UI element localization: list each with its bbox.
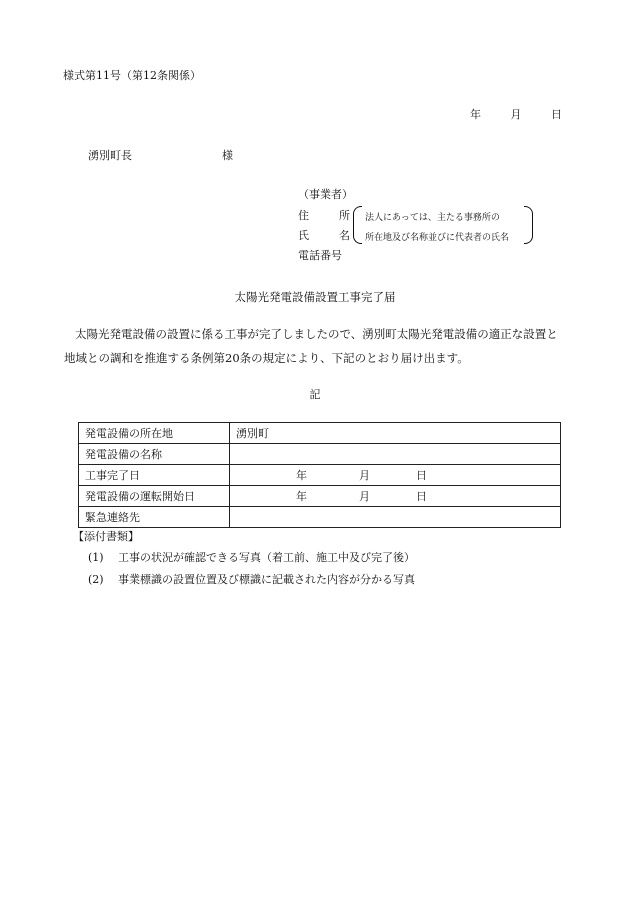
name-label: 氏 名 — [298, 229, 350, 242]
table-label: 発電設備の名称 — [79, 444, 230, 465]
applicant-header: （事業者） — [298, 188, 353, 201]
year-label: 年 — [296, 469, 307, 482]
note-bracket-right — [524, 206, 533, 244]
attachment-item — [88, 571, 415, 587]
month-label: 月 — [359, 490, 370, 503]
year-label: 年 — [296, 490, 307, 503]
month-label: 月 — [359, 469, 370, 482]
document-title: 太陽光発電設備設置工事完了届 — [234, 290, 396, 304]
table-value-start-date — [230, 486, 561, 507]
table-value-name — [230, 444, 561, 465]
table-label: 工事完了日 — [79, 465, 230, 486]
body-paragraph: 太陽光発電設備の設置に係る工事が完了しましたので、湧別町太陽光発電設備の適正な設置と地域との調和を推進する条例第20条の規定により、下記のとおり届け出ます。 — [64, 327, 558, 365]
attachment-text: 工事の状況が確認できる写真（着工前、施工中及び完了後） — [118, 551, 415, 564]
form-number: 様式第11号（第12条関係） — [63, 69, 201, 82]
table-value-location: 湧別町 — [230, 423, 561, 444]
note-line-1: 法人にあっては、主たる事務所の — [365, 213, 500, 223]
table-label: 発電設備の運転開始日 — [79, 486, 230, 507]
table-row — [79, 507, 561, 528]
attachments-header: 【添付書類】 — [73, 530, 139, 543]
addressee-suffix: 様 — [222, 149, 233, 162]
table-value-completion-date — [230, 465, 561, 486]
ki-heading: 記 — [309, 388, 321, 401]
day-label: 日 — [416, 490, 427, 503]
table-row — [79, 486, 561, 507]
date-month-label: 月 — [510, 108, 522, 121]
date-year-label: 年 — [470, 108, 481, 121]
attachment-item — [88, 549, 415, 565]
addressee-name: 湧別町長 — [88, 149, 132, 162]
date-day-label: 日 — [551, 108, 562, 121]
table-label: 緊急連絡先 — [79, 507, 230, 528]
date-line — [470, 106, 562, 122]
attachment-text: 事業標識の設置位置及び標識に記載された内容が分かる写真 — [118, 573, 415, 586]
attachment-number: (2) — [88, 573, 104, 586]
day-label: 日 — [416, 469, 427, 482]
info-table — [78, 422, 561, 528]
address-label: 住 所 — [298, 209, 350, 222]
table-label: 発電設備の所在地 — [79, 423, 230, 444]
table-row — [79, 423, 561, 444]
table-value-emergency-contact — [230, 507, 561, 528]
note-line-2: 所在地及び名称並びに代表者の氏名 — [365, 233, 510, 243]
note-bracket-left — [353, 206, 362, 244]
table-row — [79, 465, 561, 486]
table-row — [79, 444, 561, 465]
attachment-number: (1) — [88, 551, 104, 564]
phone-label: 電話番号 — [298, 249, 342, 262]
